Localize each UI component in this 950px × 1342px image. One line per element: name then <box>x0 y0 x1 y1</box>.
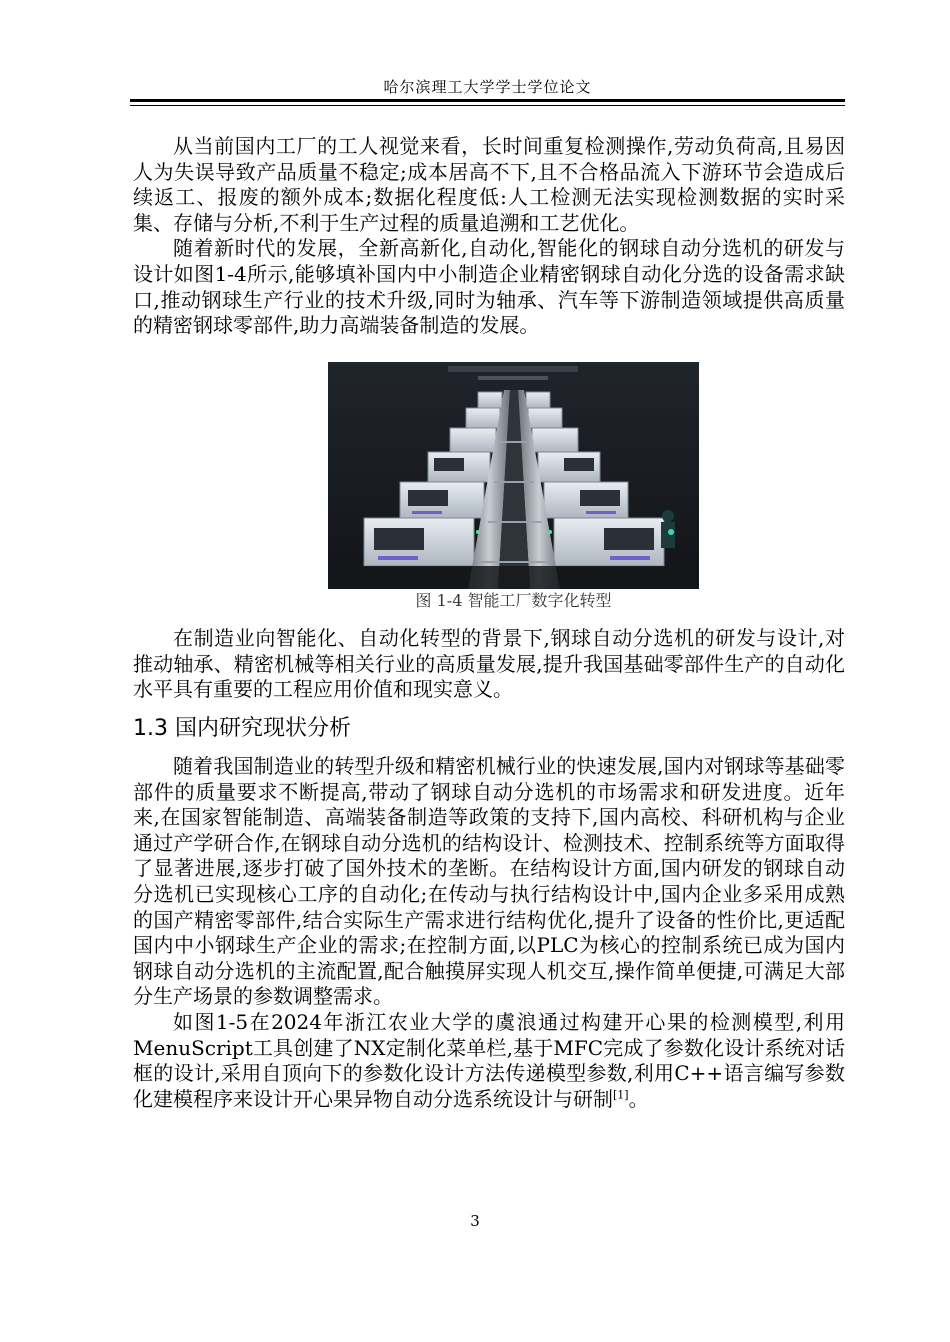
research-paragraphs <box>133 754 845 1112</box>
factory-photo-illustration <box>328 362 699 589</box>
running-header: 哈尔滨理工大学学士学位论文 <box>383 78 592 96</box>
paragraph-4: 随着我国制造业的转型升级和精密机械行业的快速发展,国内对钢球等基础零部件的质量要求不断提高,带动了钢球自动分选机的市场需求和研发进度。近年来,在国家智能制造、高端装备制造等政策的支持下,国内高校、科研机构与企业通过产学研合作,在钢球自动分选机的结构设计、检测技术、控制系统等方面取得了显著进展,逐步打破了国外技术的垄断。在结构设计方面,国内研发的钢球自动分选机已实现核心工序的自动化;在传动与执行结构设计中,国内企业多采用成熟的国产精密零部件,结合实际生产需求进行结构优化,提升了设备的性价比,更适配国内中小钢球生产企业的需求;在控制方面,以PLC为核心的控制系统已成为国内钢球自动分选机的主流配置,配合触摸屏实现人机交互,操作简单便捷,可满足大部分生产场景的参数调整需求。 <box>133 754 845 1009</box>
paragraph-1: 从当前国内工厂的工人视觉来看，长时间重复检测操作,劳动负荷高,且易因人为失误导致产品质量不稳定;成本居高不下,且不合格品流入下游环节会造成后续返工、报废的额外成本;数据化程度低:人工检测无法实现检测数据的实时采集、存储与分析,不利于生产过程的质量追溯和工艺优化。 <box>133 134 845 235</box>
intro-paragraphs <box>133 134 845 339</box>
paragraph-2: 随着新时代的发展，全新高新化,自动化,智能化的钢球自动分选机的研发与设计如图1-4所示,能够填补国内中小制造企业精密钢球自动化分选的设备需求缺口,推动钢球生产行业的技术升级,同时为轴承、汽车等下游制造领域提供高质量的精密钢球零部件,助力高端装备制造的发展。 <box>133 236 845 338</box>
paragraph-3: 在制造业向智能化、自动化转型的背景下,钢球自动分选机的研发与设计,对推动轴承、精密机械等相关行业的高质量发展,提升我国基础零部件生产的自动化水平具有重要的工程应用价值和现实意义。 <box>133 626 845 702</box>
figure-caption: 图 1-4 智能工厂数字化转型 <box>415 591 612 610</box>
paragraph-5 <box>133 1010 845 1112</box>
page-number: 3 <box>470 1212 480 1230</box>
paragraph-5-text: 如图1-5在2024年浙江农业大学的虞浪通过构建开心果的检测模型,利用MenuScript工具创建了NX定制化菜单栏,基于MFC完成了参数化设计系统对话框的设计,采用自顶向下的参数化设计方法传递模型参数,利用C++语言编写参数化建模程序来设计开心果异物自动分选系统设计与研制 <box>133 1009 845 1111</box>
header-rule-thin <box>130 105 845 106</box>
summary-paragraph-block <box>133 626 845 703</box>
section-heading: 1.3 国内研究现状分析 <box>133 716 351 741</box>
citation-marker[interactable]: [1] <box>613 1088 629 1102</box>
header-rule-thick <box>130 99 845 102</box>
paragraph-5-end: 。 <box>628 1086 649 1111</box>
factory-photo <box>328 362 699 589</box>
